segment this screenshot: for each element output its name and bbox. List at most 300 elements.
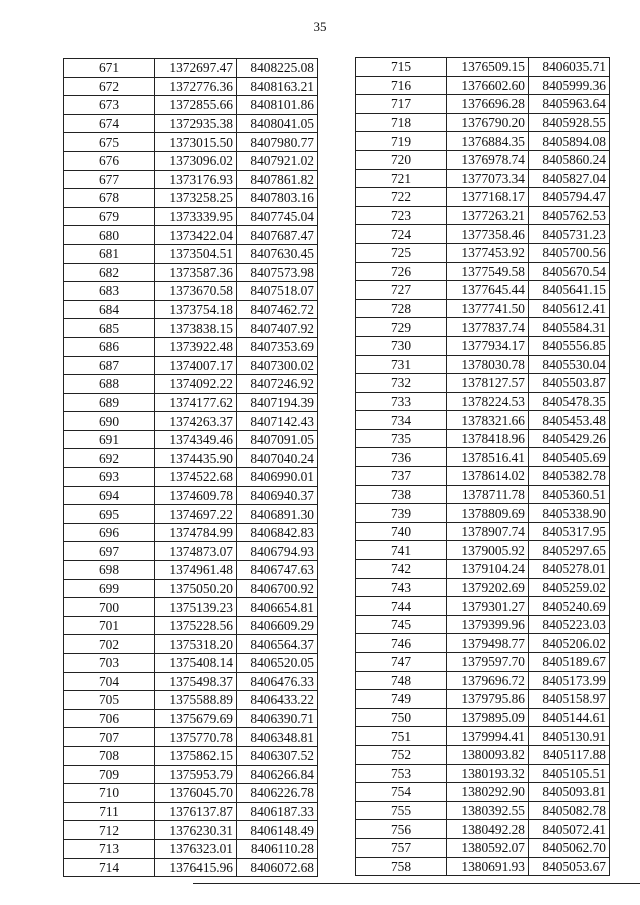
y-coordinate-cell: 8407687.47 [237, 226, 318, 245]
y-coordinate-cell: 8406700.92 [237, 579, 318, 598]
table-row [356, 857, 610, 876]
point-number-cell: 680 [64, 226, 155, 245]
y-coordinate-cell: 8406891.30 [237, 505, 318, 524]
point-number-cell: 742 [356, 560, 447, 579]
point-number-cell: 706 [64, 709, 155, 728]
table-row [356, 336, 610, 355]
table-row [64, 468, 318, 487]
point-number-cell: 711 [64, 802, 155, 821]
table-row [356, 485, 610, 504]
table-row [356, 541, 610, 560]
y-coordinate-cell: 8408163.21 [237, 77, 318, 96]
table-row [356, 578, 610, 597]
point-number-cell: 709 [64, 765, 155, 784]
coordinates-table-right [355, 57, 610, 876]
x-coordinate-cell: 1376137.87 [155, 802, 237, 821]
table-row [356, 597, 610, 616]
y-coordinate-cell: 8406520.05 [237, 654, 318, 673]
x-coordinate-cell: 1377741.50 [447, 299, 529, 318]
x-coordinate-cell: 1375050.20 [155, 579, 237, 598]
y-coordinate-cell: 8405928.55 [529, 113, 610, 132]
point-number-cell: 747 [356, 653, 447, 672]
table-row [64, 151, 318, 170]
point-number-cell: 686 [64, 337, 155, 356]
table-row [356, 838, 610, 857]
point-number-cell: 713 [64, 839, 155, 858]
x-coordinate-cell: 1375318.20 [155, 635, 237, 654]
x-coordinate-cell: 1374092.22 [155, 375, 237, 394]
x-coordinate-cell: 1378907.74 [447, 522, 529, 541]
x-coordinate-cell: 1375228.56 [155, 616, 237, 635]
x-coordinate-cell: 1380592.07 [447, 838, 529, 857]
point-number-cell: 690 [64, 412, 155, 431]
point-number-cell: 685 [64, 319, 155, 338]
y-coordinate-cell: 8406747.63 [237, 561, 318, 580]
point-number-cell: 732 [356, 374, 447, 393]
x-coordinate-cell: 1374873.07 [155, 542, 237, 561]
point-number-cell: 699 [64, 579, 155, 598]
x-coordinate-cell: 1379399.96 [447, 615, 529, 634]
point-number-cell: 752 [356, 745, 447, 764]
point-number-cell: 729 [356, 318, 447, 337]
table-row [64, 821, 318, 840]
y-coordinate-cell: 8405173.99 [529, 671, 610, 690]
y-coordinate-cell: 8405612.41 [529, 299, 610, 318]
x-coordinate-cell: 1376884.35 [447, 132, 529, 151]
table-row [64, 393, 318, 412]
point-number-cell: 733 [356, 392, 447, 411]
y-coordinate-cell: 8405556.85 [529, 336, 610, 355]
table-row [64, 598, 318, 617]
table-row [64, 505, 318, 524]
table-row [64, 486, 318, 505]
y-coordinate-cell: 8407091.05 [237, 430, 318, 449]
x-coordinate-cell: 1377168.17 [447, 188, 529, 207]
x-coordinate-cell: 1379498.77 [447, 634, 529, 653]
y-coordinate-cell: 8405240.69 [529, 597, 610, 616]
point-number-cell: 697 [64, 542, 155, 561]
table-row [64, 337, 318, 356]
y-coordinate-cell: 8406940.37 [237, 486, 318, 505]
table-row [64, 189, 318, 208]
y-coordinate-cell: 8406990.01 [237, 468, 318, 487]
x-coordinate-cell: 1375770.78 [155, 728, 237, 747]
bottom-rule [193, 883, 640, 884]
x-coordinate-cell: 1374522.68 [155, 468, 237, 487]
y-coordinate-cell: 8406148.49 [237, 821, 318, 840]
table-row [356, 411, 610, 430]
x-coordinate-cell: 1380292.90 [447, 783, 529, 802]
y-coordinate-cell: 8407246.92 [237, 375, 318, 394]
table-row [64, 430, 318, 449]
table-row [64, 244, 318, 263]
y-coordinate-cell: 8407745.04 [237, 207, 318, 226]
point-number-cell: 716 [356, 76, 447, 95]
table-row [64, 616, 318, 635]
x-coordinate-cell: 1379301.27 [447, 597, 529, 616]
y-coordinate-cell: 8405082.78 [529, 801, 610, 820]
table-row [356, 188, 610, 207]
point-number-cell: 688 [64, 375, 155, 394]
y-coordinate-cell: 8405503.87 [529, 374, 610, 393]
x-coordinate-cell: 1373422.04 [155, 226, 237, 245]
x-coordinate-cell: 1379005.92 [447, 541, 529, 560]
coordinates-table-left [63, 58, 318, 877]
table-row [356, 745, 610, 764]
x-coordinate-cell: 1373754.18 [155, 300, 237, 319]
x-coordinate-cell: 1375408.14 [155, 654, 237, 673]
point-number-cell: 746 [356, 634, 447, 653]
point-number-cell: 745 [356, 615, 447, 634]
x-coordinate-cell: 1373176.93 [155, 170, 237, 189]
y-coordinate-cell: 8408225.08 [237, 59, 318, 78]
table-row [356, 801, 610, 820]
point-number-cell: 691 [64, 430, 155, 449]
y-coordinate-cell: 8405360.51 [529, 485, 610, 504]
point-number-cell: 717 [356, 95, 447, 114]
y-coordinate-cell: 8405382.78 [529, 467, 610, 486]
point-number-cell: 684 [64, 300, 155, 319]
point-number-cell: 692 [64, 449, 155, 468]
y-coordinate-cell: 8405130.91 [529, 727, 610, 746]
y-coordinate-cell: 8407861.82 [237, 170, 318, 189]
table-row [64, 765, 318, 784]
table-row [356, 708, 610, 727]
point-number-cell: 671 [64, 59, 155, 78]
table-row [64, 59, 318, 78]
y-coordinate-cell: 8406433.22 [237, 691, 318, 710]
y-coordinate-cell: 8406035.71 [529, 58, 610, 77]
y-coordinate-cell: 8407040.24 [237, 449, 318, 468]
y-coordinate-cell: 8407462.72 [237, 300, 318, 319]
point-number-cell: 748 [356, 671, 447, 690]
table-row [64, 77, 318, 96]
point-number-cell: 718 [356, 113, 447, 132]
table-row [356, 76, 610, 95]
y-coordinate-cell: 8407194.39 [237, 393, 318, 412]
x-coordinate-cell: 1377453.92 [447, 243, 529, 262]
table-row [64, 728, 318, 747]
x-coordinate-cell: 1377263.21 [447, 206, 529, 225]
table-row [356, 615, 610, 634]
point-number-cell: 736 [356, 448, 447, 467]
table-row [356, 467, 610, 486]
point-number-cell: 751 [356, 727, 447, 746]
y-coordinate-cell: 8407300.02 [237, 356, 318, 375]
table-row [64, 300, 318, 319]
x-coordinate-cell: 1375498.37 [155, 672, 237, 691]
x-coordinate-cell: 1378321.66 [447, 411, 529, 430]
table-row [356, 653, 610, 672]
table-row [356, 58, 610, 77]
table-row [356, 504, 610, 523]
table-row [356, 225, 610, 244]
y-coordinate-cell: 8405053.67 [529, 857, 610, 876]
x-coordinate-cell: 1373015.50 [155, 133, 237, 152]
point-number-cell: 673 [64, 96, 155, 115]
table-row [64, 412, 318, 431]
x-coordinate-cell: 1379895.09 [447, 708, 529, 727]
x-coordinate-cell: 1379696.72 [447, 671, 529, 690]
point-number-cell: 726 [356, 262, 447, 281]
y-coordinate-cell: 8405584.31 [529, 318, 610, 337]
x-coordinate-cell: 1374697.22 [155, 505, 237, 524]
x-coordinate-cell: 1378516.41 [447, 448, 529, 467]
y-coordinate-cell: 8405189.67 [529, 653, 610, 672]
point-number-cell: 738 [356, 485, 447, 504]
table-row [64, 579, 318, 598]
x-coordinate-cell: 1380492.28 [447, 820, 529, 839]
x-coordinate-cell: 1377549.58 [447, 262, 529, 281]
table-row [64, 542, 318, 561]
x-coordinate-cell: 1376696.28 [447, 95, 529, 114]
y-coordinate-cell: 8407573.98 [237, 263, 318, 282]
x-coordinate-cell: 1375588.89 [155, 691, 237, 710]
x-coordinate-cell: 1377934.17 [447, 336, 529, 355]
table-row [356, 243, 610, 262]
point-number-cell: 734 [356, 411, 447, 430]
x-coordinate-cell: 1377837.74 [447, 318, 529, 337]
x-coordinate-cell: 1372697.47 [155, 59, 237, 78]
point-number-cell: 755 [356, 801, 447, 820]
x-coordinate-cell: 1379104.24 [447, 560, 529, 579]
table-row [356, 690, 610, 709]
point-number-cell: 749 [356, 690, 447, 709]
x-coordinate-cell: 1374435.90 [155, 449, 237, 468]
x-coordinate-cell: 1373258.25 [155, 189, 237, 208]
x-coordinate-cell: 1379994.41 [447, 727, 529, 746]
table-row [64, 858, 318, 877]
table-row [356, 132, 610, 151]
point-number-cell: 675 [64, 133, 155, 152]
y-coordinate-cell: 8405105.51 [529, 764, 610, 783]
y-coordinate-cell: 8405206.02 [529, 634, 610, 653]
y-coordinate-cell: 8405731.23 [529, 225, 610, 244]
point-number-cell: 682 [64, 263, 155, 282]
y-coordinate-cell: 8405530.04 [529, 355, 610, 374]
y-coordinate-cell: 8406110.28 [237, 839, 318, 858]
y-coordinate-cell: 8405999.36 [529, 76, 610, 95]
y-coordinate-cell: 8405762.53 [529, 206, 610, 225]
table-row [64, 691, 318, 710]
y-coordinate-cell: 8405894.08 [529, 132, 610, 151]
y-coordinate-cell: 8405093.81 [529, 783, 610, 802]
point-number-cell: 715 [356, 58, 447, 77]
point-number-cell: 714 [64, 858, 155, 877]
x-coordinate-cell: 1373096.02 [155, 151, 237, 170]
table-row [356, 783, 610, 802]
x-coordinate-cell: 1374263.37 [155, 412, 237, 431]
y-coordinate-cell: 8405794.47 [529, 188, 610, 207]
table-row [356, 281, 610, 300]
x-coordinate-cell: 1374007.17 [155, 356, 237, 375]
table-row [356, 374, 610, 393]
table-row [64, 226, 318, 245]
x-coordinate-cell: 1380691.93 [447, 857, 529, 876]
point-number-cell: 722 [356, 188, 447, 207]
y-coordinate-cell: 8405072.41 [529, 820, 610, 839]
point-number-cell: 696 [64, 523, 155, 542]
x-coordinate-cell: 1373922.48 [155, 337, 237, 356]
table-row [356, 522, 610, 541]
x-coordinate-cell: 1380392.55 [447, 801, 529, 820]
point-number-cell: 674 [64, 114, 155, 133]
table-row [64, 319, 318, 338]
y-coordinate-cell: 8405297.65 [529, 541, 610, 560]
table-row [64, 263, 318, 282]
x-coordinate-cell: 1380093.82 [447, 745, 529, 764]
point-number-cell: 744 [356, 597, 447, 616]
table-row [356, 392, 610, 411]
y-coordinate-cell: 8407803.16 [237, 189, 318, 208]
point-number-cell: 730 [356, 336, 447, 355]
table-row [64, 635, 318, 654]
point-number-cell: 750 [356, 708, 447, 727]
point-number-cell: 678 [64, 189, 155, 208]
y-coordinate-cell: 8406476.33 [237, 672, 318, 691]
y-coordinate-cell: 8405259.02 [529, 578, 610, 597]
x-coordinate-cell: 1375953.79 [155, 765, 237, 784]
table-row [64, 523, 318, 542]
table-row [356, 299, 610, 318]
point-number-cell: 720 [356, 150, 447, 169]
x-coordinate-cell: 1376509.15 [447, 58, 529, 77]
y-coordinate-cell: 8405641.15 [529, 281, 610, 300]
y-coordinate-cell: 8407353.69 [237, 337, 318, 356]
y-coordinate-cell: 8405117.88 [529, 745, 610, 764]
point-number-cell: 703 [64, 654, 155, 673]
point-number-cell: 723 [356, 206, 447, 225]
y-coordinate-cell: 8406654.81 [237, 598, 318, 617]
point-number-cell: 707 [64, 728, 155, 747]
point-number-cell: 687 [64, 356, 155, 375]
y-coordinate-cell: 8405670.54 [529, 262, 610, 281]
x-coordinate-cell: 1379202.69 [447, 578, 529, 597]
x-coordinate-cell: 1372855.66 [155, 96, 237, 115]
x-coordinate-cell: 1374784.99 [155, 523, 237, 542]
y-coordinate-cell: 8406187.33 [237, 802, 318, 821]
y-coordinate-cell: 8405827.04 [529, 169, 610, 188]
point-number-cell: 700 [64, 598, 155, 617]
table-row [356, 727, 610, 746]
table-row [356, 429, 610, 448]
point-number-cell: 737 [356, 467, 447, 486]
point-number-cell: 756 [356, 820, 447, 839]
table-row [64, 839, 318, 858]
table-row [356, 355, 610, 374]
table-row [64, 375, 318, 394]
x-coordinate-cell: 1374609.78 [155, 486, 237, 505]
table-row [356, 262, 610, 281]
table-row [64, 672, 318, 691]
y-coordinate-cell: 8406307.52 [237, 746, 318, 765]
y-coordinate-cell: 8406266.84 [237, 765, 318, 784]
x-coordinate-cell: 1372935.38 [155, 114, 237, 133]
x-coordinate-cell: 1379597.70 [447, 653, 529, 672]
point-number-cell: 758 [356, 857, 447, 876]
table-row [64, 114, 318, 133]
x-coordinate-cell: 1373838.15 [155, 319, 237, 338]
x-coordinate-cell: 1376790.20 [447, 113, 529, 132]
point-number-cell: 753 [356, 764, 447, 783]
table-row [356, 448, 610, 467]
table-row [356, 764, 610, 783]
x-coordinate-cell: 1374961.48 [155, 561, 237, 580]
x-coordinate-cell: 1378030.78 [447, 355, 529, 374]
table-row [64, 207, 318, 226]
point-number-cell: 676 [64, 151, 155, 170]
point-number-cell: 693 [64, 468, 155, 487]
table-row [356, 95, 610, 114]
y-coordinate-cell: 8405478.35 [529, 392, 610, 411]
x-coordinate-cell: 1373670.58 [155, 282, 237, 301]
y-coordinate-cell: 8405062.70 [529, 838, 610, 857]
y-coordinate-cell: 8407980.77 [237, 133, 318, 152]
table-row [356, 113, 610, 132]
y-coordinate-cell: 8406794.93 [237, 542, 318, 561]
table-row [356, 560, 610, 579]
x-coordinate-cell: 1373587.36 [155, 263, 237, 282]
point-number-cell: 695 [64, 505, 155, 524]
x-coordinate-cell: 1377358.46 [447, 225, 529, 244]
y-coordinate-cell: 8405700.56 [529, 243, 610, 262]
x-coordinate-cell: 1376045.70 [155, 784, 237, 803]
y-coordinate-cell: 8407142.43 [237, 412, 318, 431]
point-number-cell: 702 [64, 635, 155, 654]
y-coordinate-cell: 8405405.69 [529, 448, 610, 467]
y-coordinate-cell: 8407407.92 [237, 319, 318, 338]
x-coordinate-cell: 1379795.86 [447, 690, 529, 709]
y-coordinate-cell: 8405963.64 [529, 95, 610, 114]
y-coordinate-cell: 8406348.81 [237, 728, 318, 747]
y-coordinate-cell: 8405860.24 [529, 150, 610, 169]
point-number-cell: 694 [64, 486, 155, 505]
table-row [64, 282, 318, 301]
y-coordinate-cell: 8406842.83 [237, 523, 318, 542]
point-number-cell: 681 [64, 244, 155, 263]
point-number-cell: 721 [356, 169, 447, 188]
table-row [64, 802, 318, 821]
point-number-cell: 743 [356, 578, 447, 597]
y-coordinate-cell: 8405338.90 [529, 504, 610, 523]
x-coordinate-cell: 1372776.36 [155, 77, 237, 96]
point-number-cell: 677 [64, 170, 155, 189]
point-number-cell: 689 [64, 393, 155, 412]
y-coordinate-cell: 8405223.03 [529, 615, 610, 634]
page-number: 35 [313, 19, 327, 34]
table-row [64, 356, 318, 375]
point-number-cell: 710 [64, 784, 155, 803]
point-number-cell: 757 [356, 838, 447, 857]
table-row [64, 746, 318, 765]
point-number-cell: 708 [64, 746, 155, 765]
point-number-cell: 735 [356, 429, 447, 448]
point-number-cell: 731 [356, 355, 447, 374]
table-row [356, 206, 610, 225]
table-row [64, 709, 318, 728]
x-coordinate-cell: 1374177.62 [155, 393, 237, 412]
x-coordinate-cell: 1376323.01 [155, 839, 237, 858]
point-number-cell: 683 [64, 282, 155, 301]
y-coordinate-cell: 8408101.86 [237, 96, 318, 115]
y-coordinate-cell: 8406072.68 [237, 858, 318, 877]
x-coordinate-cell: 1373504.51 [155, 244, 237, 263]
x-coordinate-cell: 1376415.96 [155, 858, 237, 877]
y-coordinate-cell: 8405158.97 [529, 690, 610, 709]
point-number-cell: 719 [356, 132, 447, 151]
x-coordinate-cell: 1378711.78 [447, 485, 529, 504]
x-coordinate-cell: 1376602.60 [447, 76, 529, 95]
